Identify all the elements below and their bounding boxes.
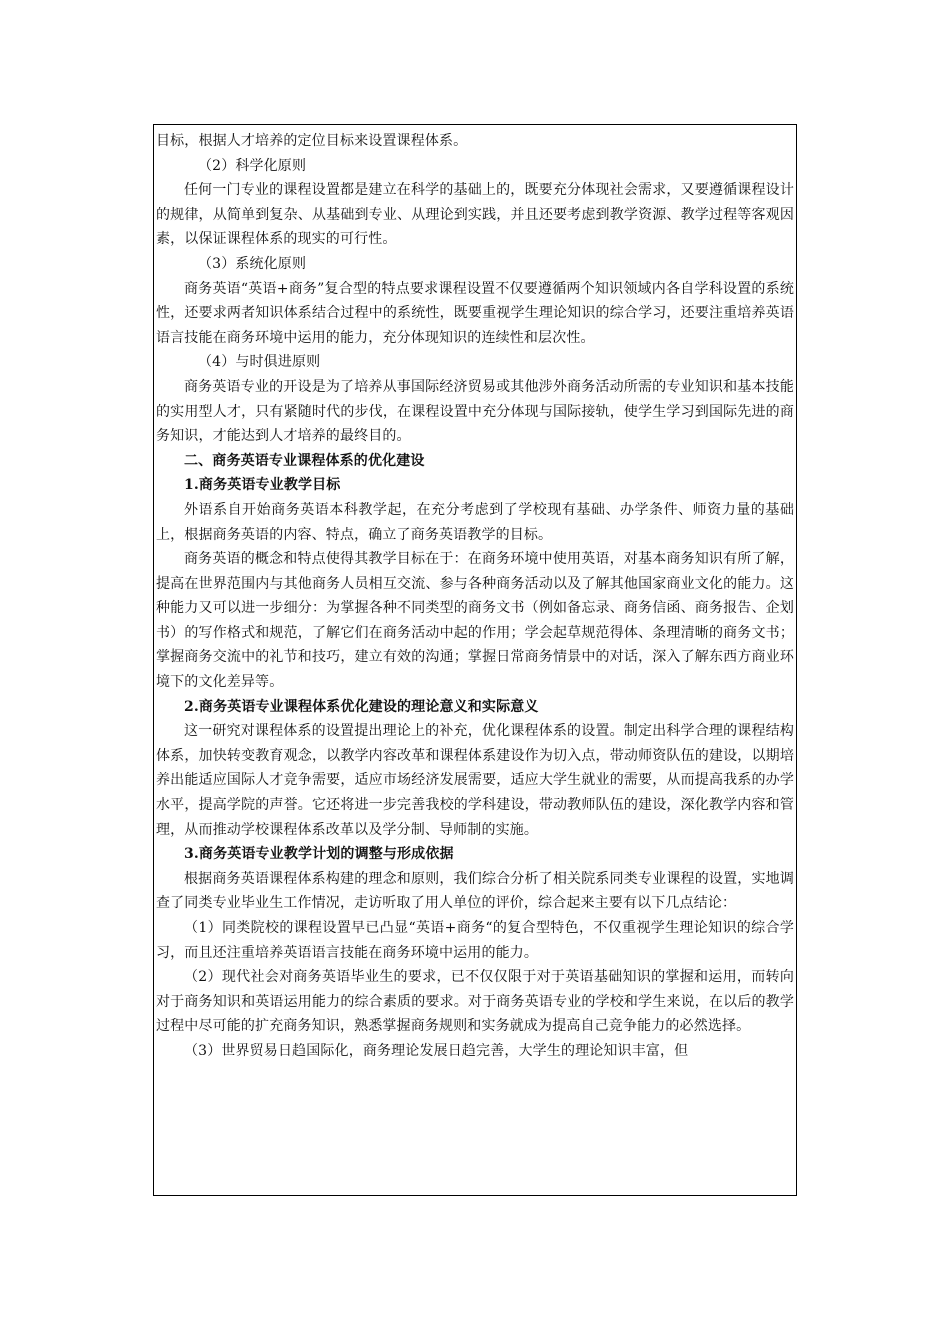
subheading-keep-pace-principle: （4）与时俱进原则 <box>198 354 321 371</box>
paragraph: 这一研究对课程体系的设置提出理论上的补充，优化课程体系的设置。制定出科学合理的课程结构体系，加快转变教育观念，以教学内容改革和课程体系建设作为切入点，带动师资队伍的建设，以期培养出能适应国际人才竞争需要，适应市场经济发展需要，适应大学生就业的需要，从而提高我系的办学水平，提高学院的声誉。它还将进一步完善我校的学科建设，带动教师队伍的建设，深化教学内容和管理，从而推动学校课程体系改革以及学分制、导师制的实施。 <box>156 723 794 838</box>
paragraph: （1）同类院校的课程设置早已凸显“英语+商务“的复合型特色，不仅重视学生理论知识的综合学习，而且还注重培养英语语言技能在商务环境中运用的能力。 <box>156 920 794 961</box>
paragraph: （3）世界贸易日趋国际化，商务理论发展日趋完善，大学生的理论知识丰富，但 <box>184 1042 689 1059</box>
section-heading: 二、商务英语专业课程体系的优化建设 <box>184 452 425 469</box>
paragraph: 根据商务英语课程体系构建的理念和原则，我们综合分析了相关院系同类专业课程的设置，实地调查了同类专业毕业生工作情况，走访听取了用人单位的评价，综合起来主要有以下几点结论： <box>156 870 794 912</box>
paragraph: 商务英语专业的开设是为了培养从事国际经济贸易或其他涉外商务活动所需的专业知识和基本技能的实用型人才，只有紧随时代的步伐，在课程设置中充分体现与国际接轨，使学生学习到国际先进的商务知识，才能达到人才培养的最终目的。 <box>156 378 794 445</box>
paragraph-continuation: 目标，根据人才培养的定位目标来设置课程体系。 <box>156 133 468 149</box>
paragraph: （2）现代社会对商务英语毕业生的要求，已不仅仅限于对于英语基础知识的掌握和运用，而转向对于商务知识和英语运用能力的综合素质的要求。对于商务英语专业的学校和学生来说，在以后的教学过程中尽可能的扩充商务知识，熟悉掌握商务规则和实务就成为提高自己竞争能力的必然选择。 <box>156 969 794 1035</box>
subheading-scientific-principle: （2）科学化原则 <box>198 157 307 174</box>
subheading-systematic-principle: （3）系统化原则 <box>198 255 307 272</box>
paragraph: 外语系自开始商务英语本科教学起，在充分考虑到了学校现有基础、办学条件、师资力量的基础上，根据商务英语的内容、特点，确立了商务英语教学的目标。 <box>156 501 794 543</box>
subsection-heading-2: 2.商务英语专业课程体系优化建设的理论意义和实际意义 <box>184 698 539 715</box>
document-table-cell <box>153 124 797 1196</box>
paragraph: 任何一门专业的课程设置都是建立在科学的基础上的，既要充分体现社会需求，又要遵循课程设计的规律，从简单到复杂、从基础到专业、从理论到实践，并且还要考虑到教学资源、教学过程等客观因素，以保证课程体系的现实的可行性。 <box>156 182 794 248</box>
paragraph: 商务英语“英语+商务”复合型的特点要求课程设置不仅要遵循两个知识领域内各自学科设置的系统性，还要求两者知识体系结合过程中的系统性，既要重视学生理论知识的综合学习，还要注重培养英语语言技能在商务环境中运用的能力，充分体现知识的连续性和层次性。 <box>156 280 794 346</box>
paragraph: 商务英语的概念和特点使得其教学目标在于：在商务环境中使用英语，对基本商务知识有所了解，提高在世界范围内与其他商务人员相互交流、参与各种商务活动以及了解其他国家商业文化的能力。这种能力又可以进一步细分：为掌握各种不同类型的商务文书（例如备忘录、商务信函、商务报告、企划书）的写作格式和规范，了解它们在商务活动中起的作用；学会起草规范得体、条理清晰的商务文书；掌握商务交流中的礼节和技巧，建立有效的沟通；掌握日常商务情景中的对话，深入了解东西方商业环境下的文化差异等。 <box>156 551 794 691</box>
subsection-heading-3: 3.商务英语专业教学计划的调整与形成依据 <box>184 846 454 863</box>
subsection-heading-1: 1.商务英语专业教学目标 <box>184 477 341 494</box>
